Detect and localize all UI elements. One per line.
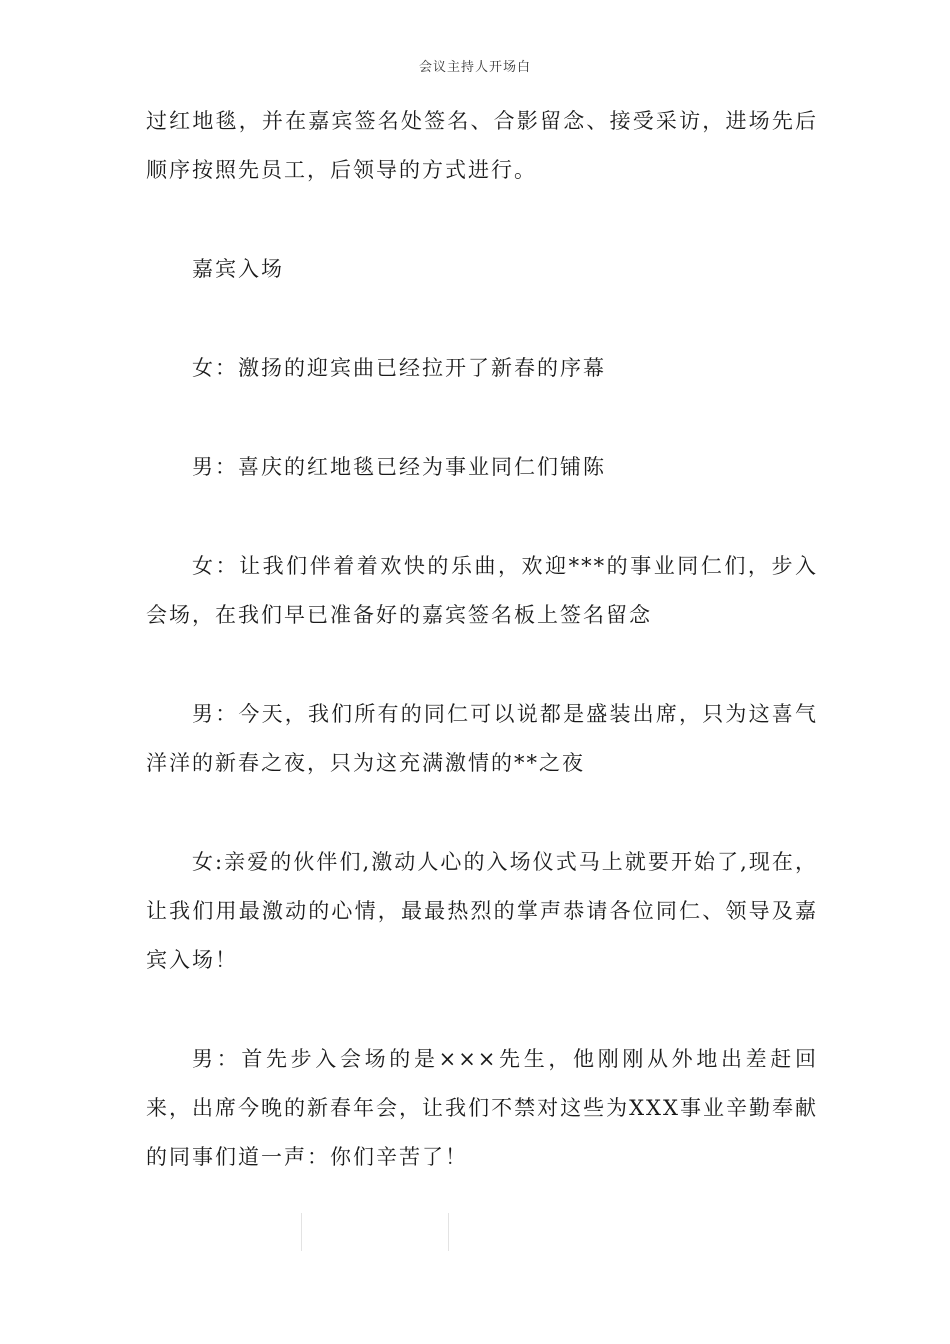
page-header-title: 会议主持人开场白 xyxy=(418,60,531,75)
dialogue-paragraph: 女:亲爱的伙伴们,激动人心的入场仪式马上就要开始了,现在，让我们用最激动的心情，最最热烈的掌声恭请各位同仁、领导及嘉宾入场！ xyxy=(146,850,818,972)
dialogue-paragraph: 男：首先步入会场的是×××先生，他刚刚从外地出差赶回来，出席今晚的新春年会，让我们不禁对这些为XXX事业辛勤奉献的同事们道一声：你们辛苦了！ xyxy=(146,1047,818,1169)
dialogue-paragraph: 男：今天，我们所有的同仁可以说都是盛装出席，只为这喜气洋洋的新春之夜，只为这充满激情的**之夜 xyxy=(146,702,818,775)
dialogue-paragraph: 女：激扬的迎宾曲已经拉开了新春的序幕 xyxy=(192,356,606,380)
footer-box-decoration xyxy=(301,1213,449,1251)
document-body xyxy=(146,97,818,1182)
dialogue-paragraph: 男：喜庆的红地毯已经为事业同仁们铺陈 xyxy=(192,455,606,479)
dialogue-paragraph: 女：让我们伴着着欢快的乐曲，欢迎***的事业同仁们，步入会场，在我们早已准备好的嘉宾签名板上签名留念 xyxy=(146,554,818,627)
section-heading: 嘉宾入场 xyxy=(192,257,284,281)
paragraph-continuation: 过红地毯，并在嘉宾签名处签名、合影留念、接受采访，进场先后顺序按照先员工，后领导的方式进行。 xyxy=(146,109,818,182)
